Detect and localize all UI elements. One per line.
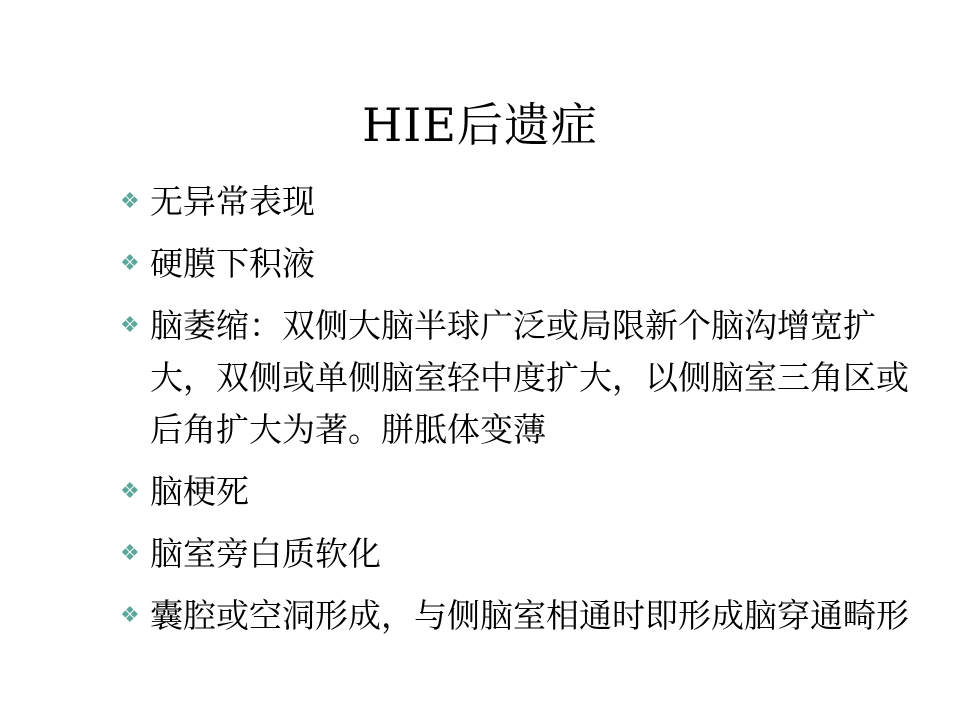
diamond-bullet-icon: ❖ (120, 541, 140, 566)
list-item-text: 脑室旁白质软化 (150, 534, 381, 573)
list-item-text: 囊腔或空洞形成，与侧脑室相通时即形成脑穿通畸形 (150, 596, 909, 635)
list-item (120, 466, 920, 518)
list-item (120, 176, 920, 228)
list-item-text: 脑萎缩：双侧大脑半球广泛或局限新个脑沟增宽扩大，双侧或单侧脑室轻中度扩大，以侧脑室三角区或后角扩大为著。胼胝体变薄 (150, 306, 909, 449)
page-title: HIE后遗症 (362, 98, 598, 152)
list-item-text: 无异常表现 (150, 182, 315, 221)
list-item (120, 300, 920, 456)
list-item (120, 528, 920, 580)
list-item (120, 590, 920, 642)
list-item-text: 脑梗死 (150, 472, 249, 511)
diamond-bullet-icon: ❖ (120, 603, 140, 628)
diamond-bullet-icon: ❖ (120, 313, 140, 338)
diamond-bullet-icon: ❖ (120, 189, 140, 214)
bullet-list (120, 176, 920, 652)
list-item (120, 238, 920, 290)
list-item-text: 硬膜下积液 (150, 244, 315, 283)
diamond-bullet-icon: ❖ (120, 251, 140, 276)
diamond-bullet-icon: ❖ (120, 479, 140, 504)
